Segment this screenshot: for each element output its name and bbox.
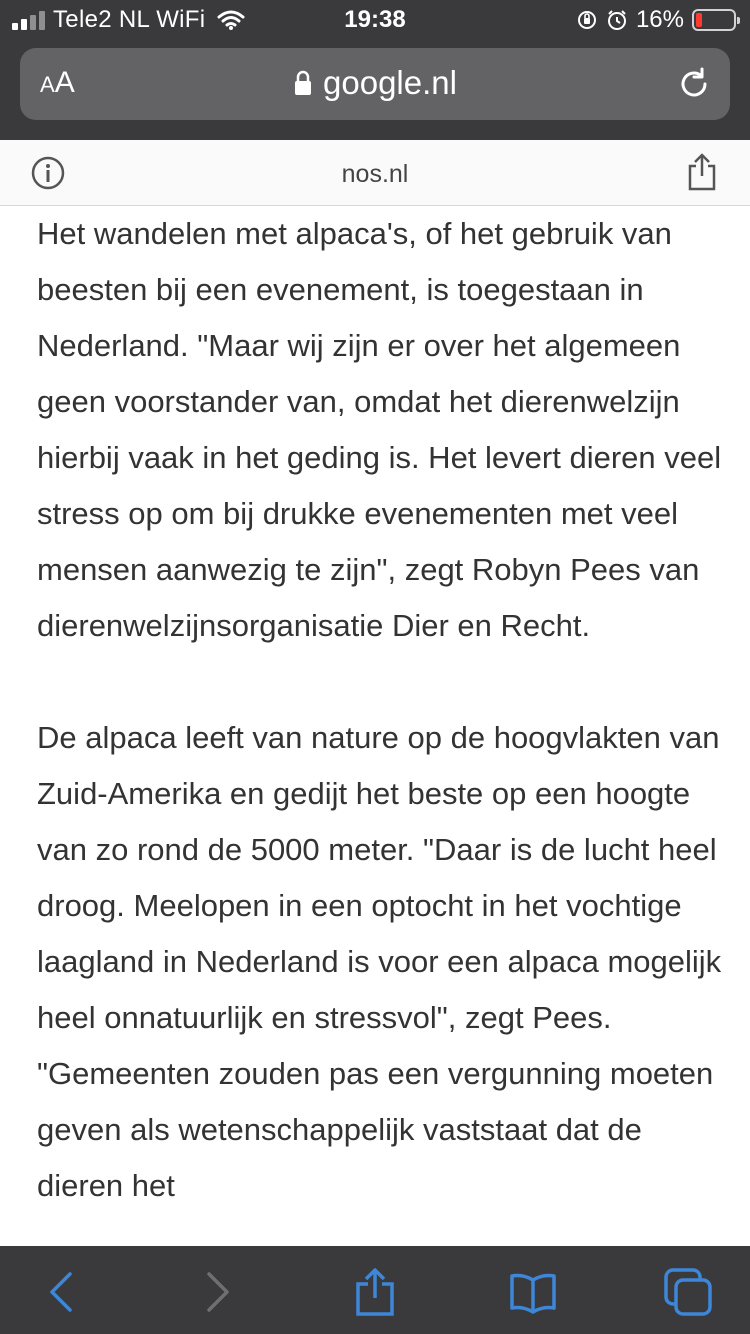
tabs-icon[interactable]	[664, 1268, 712, 1316]
share-icon[interactable]	[351, 1268, 399, 1316]
battery-icon	[692, 9, 736, 31]
text-size-button[interactable]: AA	[40, 66, 75, 99]
status-bar	[0, 0, 750, 42]
carrier-name: Tele2 NL WiFi	[53, 6, 206, 33]
browser-header	[0, 0, 750, 140]
site-info-bar	[0, 140, 750, 206]
status-right	[576, 6, 736, 34]
address-field[interactable]	[20, 64, 730, 102]
bookmarks-icon[interactable]	[509, 1268, 557, 1316]
forward-icon[interactable]	[193, 1268, 241, 1316]
url-domain: google.nl	[323, 64, 457, 101]
lock-icon	[293, 70, 313, 96]
address-bar[interactable]	[20, 48, 730, 120]
reload-icon[interactable]	[674, 64, 714, 104]
share-icon[interactable]	[686, 152, 718, 192]
article-body	[37, 206, 727, 1246]
article-paragraph: De alpaca leeft van nature op de hoogvlakten van Zuid-Amerika en gedijt het beste op een hoogte van zo rond de 5000 meter. "Daar is de lucht heel droog. Meelopen in een optocht in het vochtige laagland in Nederland is voor een alpaca mogelijk heel onnatuurlijk en stressvol", zegt Pees. "Gemeenten zouden pas een vergunning moeten geven als wetenschappelijk vaststaat dat de dieren het	[37, 720, 722, 1203]
alarm-icon	[606, 9, 628, 31]
article-paragraph: Het wandelen met alpaca's, of het gebruik van beesten bij een evenement, is toegestaan in Nederland. "Maar wij zijn er over het algemeen geen voorstander van, omdat het dierenwelzijn hierbij vaak in het geding is. Het levert dieren veel stress op om bij drukke evenementen met veel mensen aanwezig te zijn", zegt Robyn Pees van dierenwelzijnsorganisatie Dier en Recht.	[37, 216, 722, 643]
site-domain: nos.nl	[341, 160, 409, 188]
orientation-lock-icon	[576, 9, 598, 31]
back-icon[interactable]	[38, 1268, 86, 1316]
clock: 19:38	[344, 6, 406, 33]
battery-percent: 16%	[635, 6, 684, 33]
bottom-toolbar	[0, 1246, 750, 1334]
battery-level	[696, 13, 702, 27]
